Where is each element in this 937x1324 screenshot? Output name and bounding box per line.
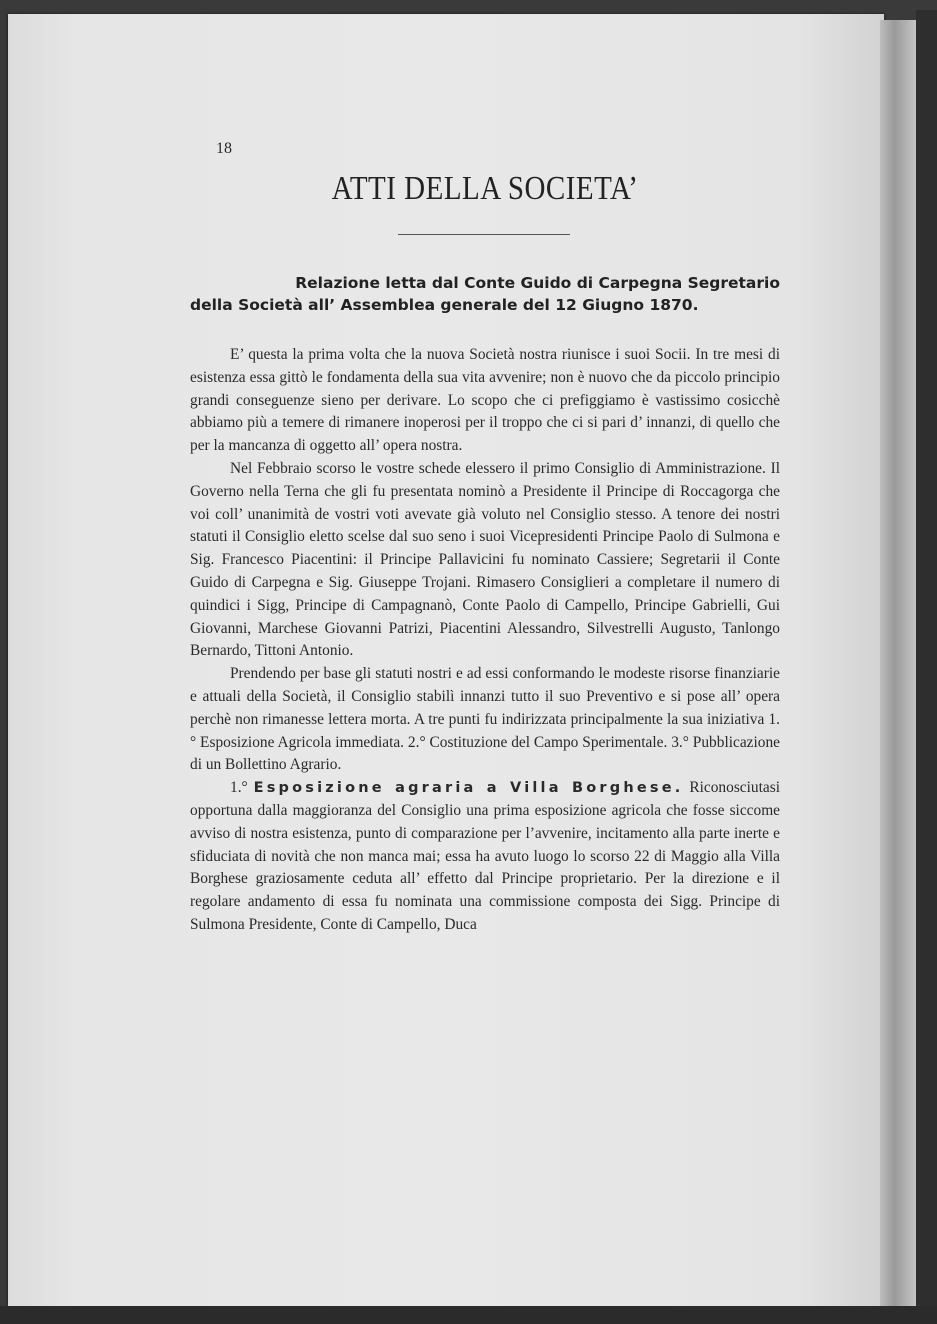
page-title: ATTI DELLA SOCIETA’: [331, 170, 639, 207]
body-text: [190, 344, 780, 937]
heading-line-1: Relazione letta dal Conte Guido di Carpegna Segretario: [295, 274, 780, 292]
page-number: 18: [216, 140, 232, 157]
report-heading: [190, 272, 780, 316]
scan-border: [916, 10, 937, 1324]
paragraph-4-text: Riconosciutasi opportuna dalla maggioranza del Consiglio una prima esposizione agricola che fosse siccome avviso di nostra esistenza, punto di comparazione per l’avvenire, incitamento alla parte inerte e sfiduciata di novità che non manca mai; essa ha avuto luogo lo scorso 22 di Maggio alla Villa Borghese graziosamente ceduta all’ effetto dal Principe proprietario. Per la direzione e il regolare andamento di essa fu nominata una commissione composta dei Sigg. Principe di Sulmona Presidente, Conte di Campello, Duca: [190, 779, 780, 933]
paragraph-2: Nel Febbraio scorso le vostre schede elessero il primo Consiglio di Amministrazione. Il Governo nella Terna che gli fu presentata nominò a Presidente il Principe di Roccagorga che voi coll’ unanimità de vostri voti avevate già voluto nel Consiglio stesso. A tenore dei nostri statuti il Consiglio eletto scelse dal suo seno i suoi Vicepresidenti Principe Paolo di Sulmona e Sig. Francesco Piacentini: il Principe Pallavicini fu nominato Cassiere; Segretarii il Conte Guido di Carpegna e Sig. Giuseppe Trojani. Rimasero Consiglieri a completare il numero di quindici i Sigg, Principe di Campagnanò, Conte Paolo di Campello, Principe Gabrielli, Gui Giovanni, Marchese Giovanni Patrizi, Piacentini Alessandro, Silvestrelli Augusto, Tanlongo Bernardo, Tittoni Antonio.: [190, 459, 780, 660]
paragraph-1: E’ questa la prima volta che la nuova Società nostra riunisce i suoi Socii. In tre mesi di esistenza essa gittò le fondamenta della sua vita avvenire; non è nuovo che da piccolo principio grandi conseguenze sieno per derivare. Lo scopo che ci prefiggiamo è vastissimo cosicchè abbiamo più a temere di rimanere inoperosi per il troppo che ci si pari d’ innanzi, di quello che per la mancanza di oggetto all’ opera nostra.: [190, 346, 780, 455]
section-heading-esposizione: Esposizione agraria a Villa Borghese.: [253, 780, 684, 797]
title-divider: [398, 234, 570, 235]
heading-line-2: della Società all’ Assemblea generale del 12 Giugno 1870.: [190, 296, 699, 314]
scan-bottom: [0, 1306, 937, 1324]
page-edge: [880, 20, 916, 1310]
paragraph-4: [190, 777, 780, 937]
paragraph-3: Prendendo per base gli statuti nostri e ad essi conformando le modeste risorse finanziarie e attuali della Società, il Consiglio stabilì innanzi tutto il suo Preventivo e si pose all’ opera perchè non rimanesse lettera morta. A tre punti fu indirizzata principalmente la sua iniziativa 1.° Esposizione Agricola immediata. 2.° Costituzione del Campo Sperimentale. 3.° Pubblicazione di un Bollettino Agrario.: [190, 665, 780, 774]
paragraph-4-lead: 1.°: [230, 779, 248, 797]
